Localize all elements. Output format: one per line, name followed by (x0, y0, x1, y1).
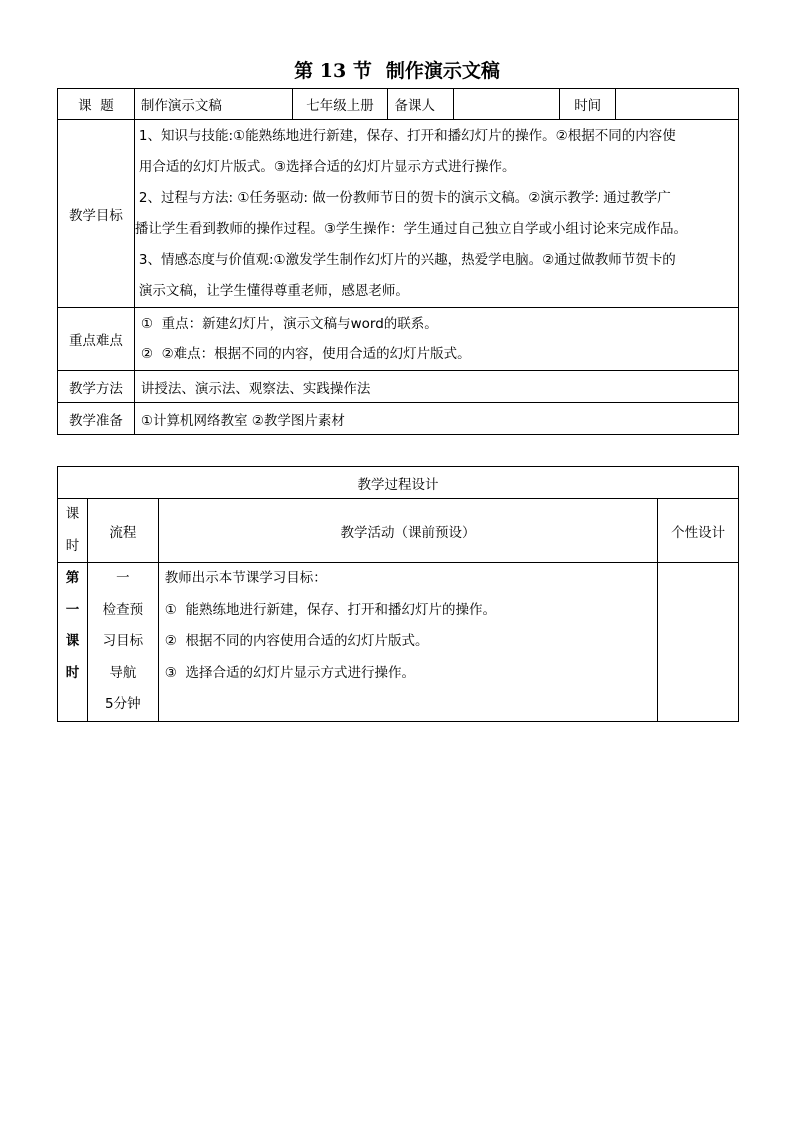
process-heading-row (58, 467, 739, 499)
objective-line: 播让学生看到教师的操作过程。③学生操作：学生通过自己独立自学或小组讨论来完成作品。 (134, 220, 687, 237)
period-char: 第 (65, 570, 80, 587)
methods-row (58, 371, 739, 403)
objective-line: 演示文稿，让学生懂得尊重老师，感恩老师。 (138, 282, 409, 299)
lesson-name: 制作演示文稿 (385, 60, 500, 82)
flow-line: 一 (116, 570, 130, 586)
col-period (58, 499, 88, 563)
methods-label: 教学方法 (58, 371, 135, 403)
difficulty-row (58, 308, 739, 371)
period-cell (58, 563, 88, 722)
activity-line: ① 能熟练地进行新建，保存、打开和播幻灯片的操作。 (164, 601, 496, 618)
period-char: 时 (65, 664, 80, 681)
difficulty-label: 重点难点 (58, 308, 135, 371)
flow-line: 5分钟 (105, 696, 141, 712)
time-value (616, 89, 739, 120)
process-heading: 教学过程设计 (58, 467, 739, 499)
process-row (58, 563, 739, 722)
methods-value: 讲授法、演示法、观察法、实践操作法 (134, 371, 738, 403)
section-number: 第 13 节 (294, 60, 372, 82)
col-period-char: 时 (65, 537, 80, 554)
activity-line: ③ 选择合适的幻灯片显示方式进行操作。 (164, 664, 415, 681)
grade-value: 七年级上册 (292, 89, 388, 120)
lesson-info-table (57, 88, 739, 435)
difficulty-content (134, 308, 738, 371)
objectives-content (134, 120, 738, 308)
preparer-label: 备课人 (388, 89, 454, 120)
personal-cell (658, 563, 739, 722)
flow-line: 检查预 (102, 601, 144, 618)
preparation-row (58, 403, 739, 435)
period-char: 一 (65, 601, 80, 618)
objective-line: 1、知识与技能:①能熟练地进行新建，保存、打开和播幻灯片的操作。②根据不同的内容使 (138, 127, 676, 144)
time-label: 时间 (560, 89, 616, 120)
col-activity: 教学活动（课前预设） (158, 499, 657, 563)
objectives-row (58, 120, 739, 308)
flow-cell (87, 563, 158, 722)
process-column-header (58, 499, 739, 563)
preparation-value: ①计算机网络教室 ②教学图片素材 (134, 403, 738, 435)
page-title (0, 56, 794, 83)
topic-value: 制作演示文稿 (134, 89, 292, 120)
preparation-label: 教学准备 (58, 403, 135, 435)
period-char: 课 (65, 633, 80, 650)
header-row (58, 89, 739, 120)
objectives-label: 教学目标 (58, 120, 135, 308)
topic-label: 课 题 (58, 89, 135, 120)
col-flow: 流程 (87, 499, 158, 563)
activity-line: ② 根据不同的内容使用合适的幻灯片版式。 (164, 633, 429, 649)
difficulty-line: ① 重点：新建幻灯片，演示文稿与word的联系。 (140, 316, 438, 332)
objective-line: 2、过程与方法: ①任务驱动: 做一份教师节日的贺卡的演示文稿。②演示教学: 通过教学广 (138, 189, 671, 206)
preparer-value (454, 89, 560, 120)
objective-line: 3、情感态度与价值观:①激发学生制作幻灯片的兴趣，热爱学电脑。②通过做教师节贺卡的 (138, 251, 676, 268)
flow-line: 习目标 (102, 633, 144, 649)
objective-line: 用合适的幻灯片版式。③选择合适的幻灯片显示方式进行操作。 (138, 158, 516, 175)
col-personal: 个性设计 (658, 499, 739, 563)
activity-line: 教师出示本节课学习目标： (164, 570, 327, 586)
col-period-char: 课 (65, 506, 80, 522)
process-table (57, 466, 739, 722)
activity-cell (158, 563, 657, 722)
flow-line: 导航 (109, 664, 137, 681)
difficulty-line: ② ②难点：根据不同的内容，使用合适的幻灯片版式。 (140, 346, 471, 362)
